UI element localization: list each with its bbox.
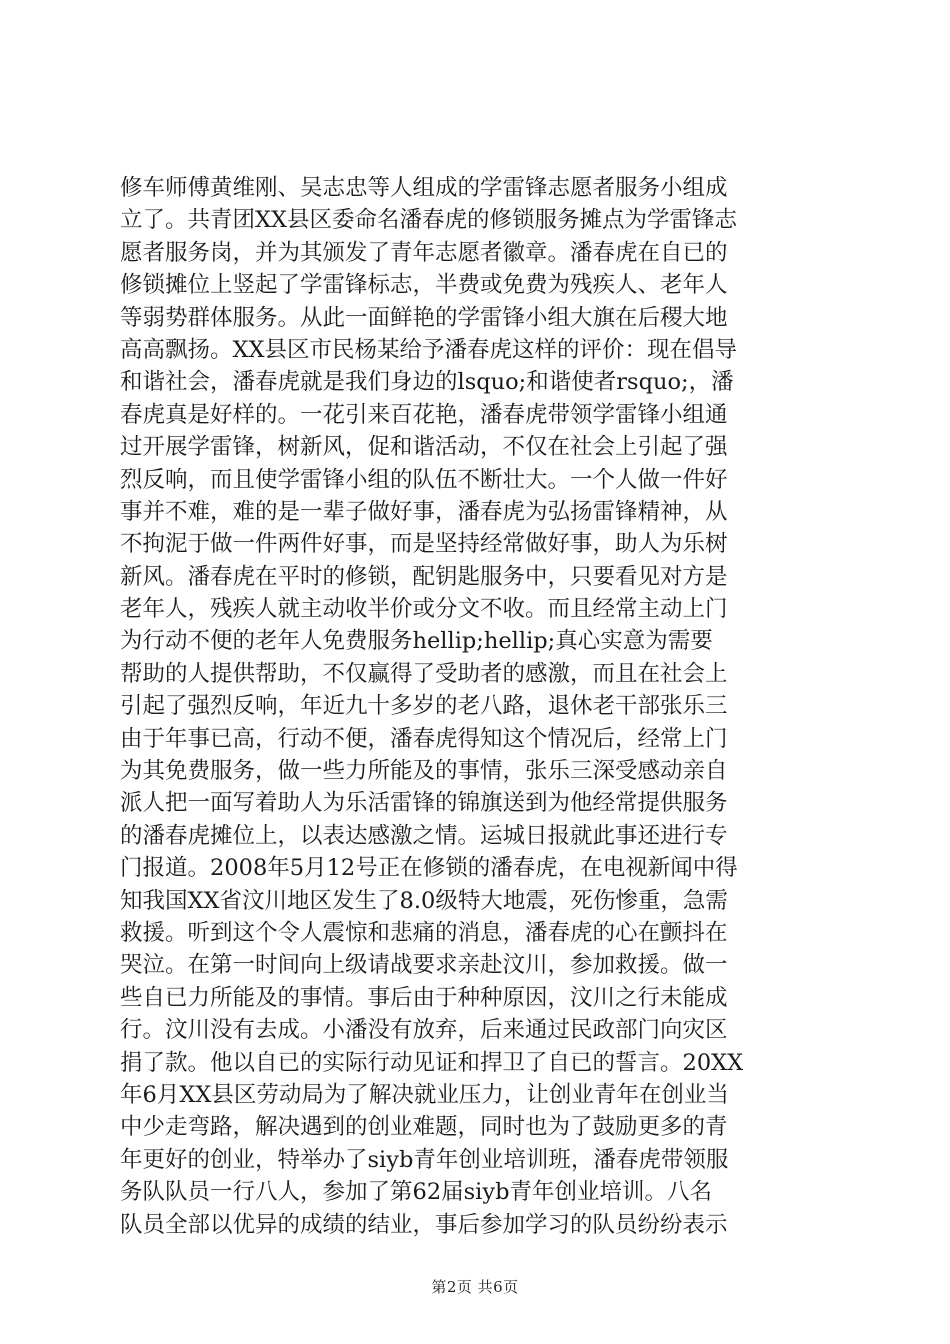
text-line: 等弱势群体服务。从此一面鲜艳的学雷锋小组大旗在后稷大地 bbox=[120, 304, 728, 331]
text-line: 捐了款。他以自已的实际行动见证和捍卫了自已的誓言。20XX bbox=[120, 1049, 744, 1076]
text-line: 过开展学雷锋，树新风，促和谐活动，不仅在社会上引起了强 bbox=[120, 434, 728, 461]
text-line: 知我国XX省汶川地区发生了8.0级特大地震，死伤惨重，急需 bbox=[120, 887, 728, 914]
text-line: 愿者服务岗，并为其颁发了青年志愿者徽章。潘春虎在自已的 bbox=[120, 239, 728, 266]
body-paragraph bbox=[120, 172, 840, 1241]
text-line: 中少走弯路，解决遇到的创业难题，同时也为了鼓励更多的青 bbox=[120, 1114, 728, 1141]
text-line: 烈反响，而且使学雷锋小组的队伍不断壮大。一个人做一件好 bbox=[120, 466, 728, 493]
text-line: 引起了强烈反响，年近九十多岁的老八路，退休老干部张乐三 bbox=[120, 693, 728, 720]
text-line: 门报道。2008年5月12号正在修锁的潘春虎，在电视新闻中得 bbox=[120, 855, 738, 882]
text-line: 年更好的创业，特举办了siyb青年创业培训班，潘春虎带领服 bbox=[120, 1146, 729, 1173]
text-line: 修车师傅黄维刚、吴志忠等人组成的学雷锋志愿者服务小组成 bbox=[120, 175, 728, 201]
text-line: 高高飘扬。XX县区市民杨某给予潘春虎这样的评价：现在倡导 bbox=[120, 336, 738, 363]
text-line: 的潘春虎摊位上，以表达感激之情。运城日报就此事还进行专 bbox=[120, 822, 728, 849]
page-number: 第2页 共6页 bbox=[431, 1278, 519, 1296]
text-line: 事并不难，难的是一辈子做好事，潘春虎为弘扬雷锋精神，从 bbox=[120, 498, 728, 525]
text-line: 哭泣。在第一时间向上级请战要求亲赴汶川，参加救援。做一 bbox=[120, 952, 728, 979]
text-line: 修锁摊位上竖起了学雷锋标志，半费或免费为残疾人、老年人 bbox=[120, 272, 728, 299]
text-line: 老年人，残疾人就主动收半价或分文不收。而且经常主动上门 bbox=[120, 596, 728, 623]
text-line: 救援。听到这个令人震惊和悲痛的消息，潘春虎的心在颤抖在 bbox=[120, 919, 728, 946]
text-line: 帮助的人提供帮助，不仅赢得了受助者的感激，而且在社会上 bbox=[120, 660, 728, 687]
text-line: 为行动不便的老年人免费服务hellip;hellip;真心实意为需要 bbox=[120, 628, 713, 655]
text-line: 队员全部以优异的成绩的结业，事后参加学习的队员纷纷表示 bbox=[120, 1211, 728, 1238]
text-line: 和谐社会，潘春虎就是我们身边的lsquo;和谐使者rsquo;，潘 bbox=[120, 369, 734, 396]
text-line: 不拘泥于做一件两件好事，而是坚持经常做好事，助人为乐树 bbox=[120, 531, 728, 558]
text-line: 由于年事已高，行动不便，潘春虎得知这个情况后，经常上门 bbox=[120, 725, 728, 752]
text-line: 新风。潘春虎在平时的修锁，配钥匙服务中，只要看见对方是 bbox=[120, 563, 728, 590]
text-line: 立了。共青团XX县区委命名潘春虎的修锁服务摊点为学雷锋志 bbox=[120, 207, 738, 234]
text-line: 些自已力所能及的事情。事后由于种种原因，汶川之行未能成 bbox=[120, 984, 728, 1011]
text-line: 务队队员一行八人，参加了第62届siyb青年创业培训。八名 bbox=[120, 1179, 712, 1206]
text-line: 行。汶川没有去成。小潘没有放弃，后来通过民政部门向灾区 bbox=[120, 1017, 728, 1044]
text-line: 为其免费服务，做一些力所能及的事情，张乐三深受感动亲自 bbox=[120, 758, 728, 785]
text-line: 派人把一面写着助人为乐活雷锋的锦旗送到为他经常提供服务 bbox=[120, 790, 728, 817]
text-line: 春虎真是好样的。一花引来百花艳，潘春虎带领学雷锋小组通 bbox=[120, 401, 728, 428]
text-line: 年6月XX县区劳动局为了解决就业压力，让创业青年在创业当 bbox=[120, 1081, 729, 1108]
